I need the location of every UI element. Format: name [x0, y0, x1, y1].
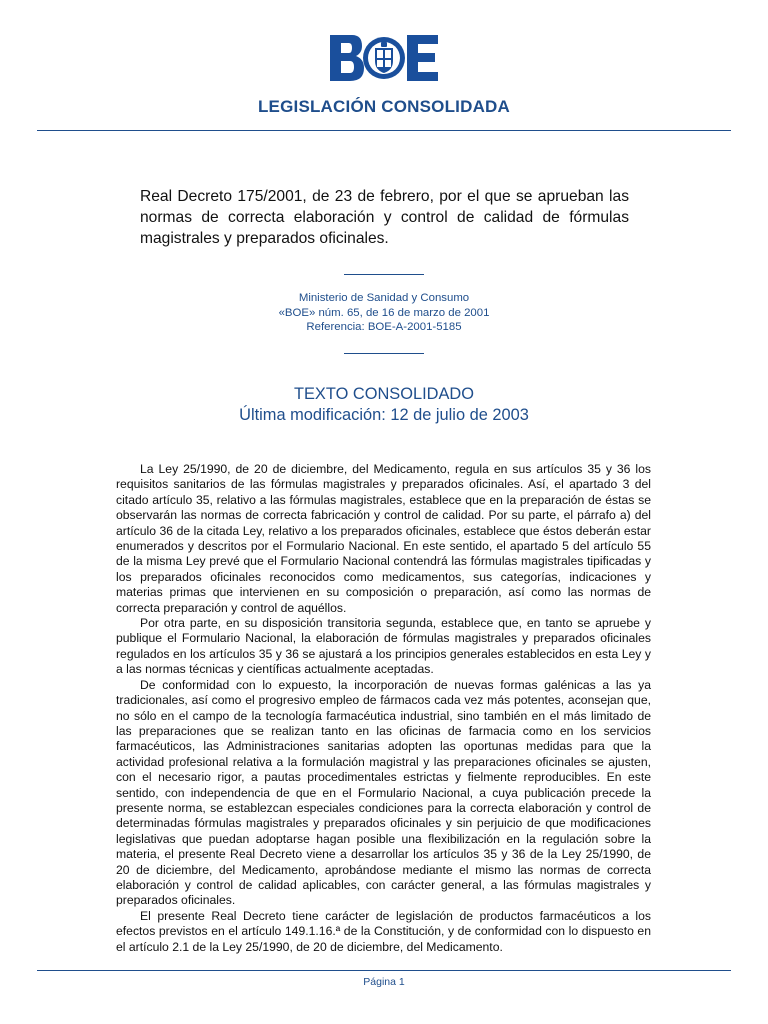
document-title: Real Decreto 175/2001, de 23 de febrero, por el que se aprueban las normas de correcta elaboración y control de calidad de fórmulas magistrales y preparados oficinales.	[140, 188, 629, 247]
consolidated-label: TEXTO CONSOLIDADO	[293, 385, 475, 403]
title-divider	[344, 274, 424, 275]
header-divider	[37, 130, 731, 131]
document-body	[116, 462, 651, 955]
document-metadata	[0, 291, 768, 335]
consolidated-heading	[0, 384, 768, 425]
body-paragraph: Por otra parte, en su disposición transitoria segunda, establece que, en tanto se apruebe y publique el Formulario Nacional, la elaboración de fórmulas magistrales y preparados oficinales regulados en los artículos 35 y 36 se ajustará a los principios generales establecidos en esta Ley y a las normas técnicas y científicas actualmente aceptadas.	[116, 616, 651, 677]
last-modified: Última modificación: 12 de julio de 2003	[239, 405, 529, 424]
body-paragraph: De conformidad con lo expuesto, la incorporación de nuevas formas galénicas a las ya tradicionales, así como el progresivo empleo de fármacos cada vez más potentes, aconsejan que, no sólo en el campo de la tecnología farmacéutica industrial, sino también en el más limitado de las preparaciones que se realizan tanto en las oficinas de farmacia como en los servicios farmacéuticos, las Administraciones sanitarias adopten las oportunas medidas para que la actividad profesional relativa a la formulación magistral y las preparaciones oficinales se ajusten, con el necesario rigor, a pautas procedimentales estrictas y fielmente reproducibles. En este sentido, con independencia de que en el Formulario Nacional, a cuya publicación precede la presente norma, se establezcan especiales condiciones para la correcta elaboración y control de determinadas fórmulas magistrales y preparados oficinales y sin perjuicio de que modificaciones legislativas que puedan adoptarse hagan posible una flexibilización en la regulación sobre la materia, el presente Real Decreto viene a desarrollar los artículos 35 y 36 de la Ley 25/1990, de 20 de diciembre, del Medicamento, aprobándose mediante el mismo las normas de correcta elaboración y control de calidad aplicables, con carácter general, a las fórmulas magistrales y preparados oficinales.	[116, 677, 651, 908]
body-paragraph: La Ley 25/1990, de 20 de diciembre, del Medicamento, regula en sus artículos 35 y 36 los requisitos sanitarios de las fórmulas magistrales y preparados oficinales. Así, el apartado 3 del citado artículo 35, relativo a las fórmulas magistrales, establece que en la preparación de éstas se observarán las normas de correcta fabricación y control de calidad. Por su parte, el párrafo a) del artículo 36 de la citada Ley, relativo a los preparados oficinales, establece que éstos deberán estar enumerados y descritos por el Formulario Nacional. En este sentido, el apartado 5 del artículo 55 de la misma Ley prevé que el Formulario Nacional contendrá las fórmulas magistrales tipificadas y los preparados oficinales reconocidos como medicamentos, sus categorías, indicaciones y materias primas que intervienen en su composición o preparación, así como las normas de correcta preparación y control de aquéllos.	[116, 462, 651, 615]
page-number: Página 1	[363, 976, 405, 988]
footer-divider	[37, 970, 731, 971]
ministry-name: Ministerio de Sanidad y Consumo	[298, 292, 470, 304]
section-title: LEGISLACIÓN CONSOLIDADA	[257, 97, 511, 116]
boe-publication: «BOE» núm. 65, de 16 de marzo de 2001	[278, 306, 490, 319]
metadata-divider	[344, 353, 424, 354]
body-paragraph: El presente Real Decreto tiene carácter de legislación de productos farmacéuticos a los efectos previstos en el artículo 149.1.16.ª de la Constitución, y de conformidad con lo dispuesto en el artículo 2.1 de la Ley 25/1990, de 20 de diciembre, del Medicamento.	[116, 908, 651, 954]
boe-logo	[328, 34, 440, 82]
boe-reference: Referencia: BOE-A-2001-5185	[306, 321, 462, 333]
